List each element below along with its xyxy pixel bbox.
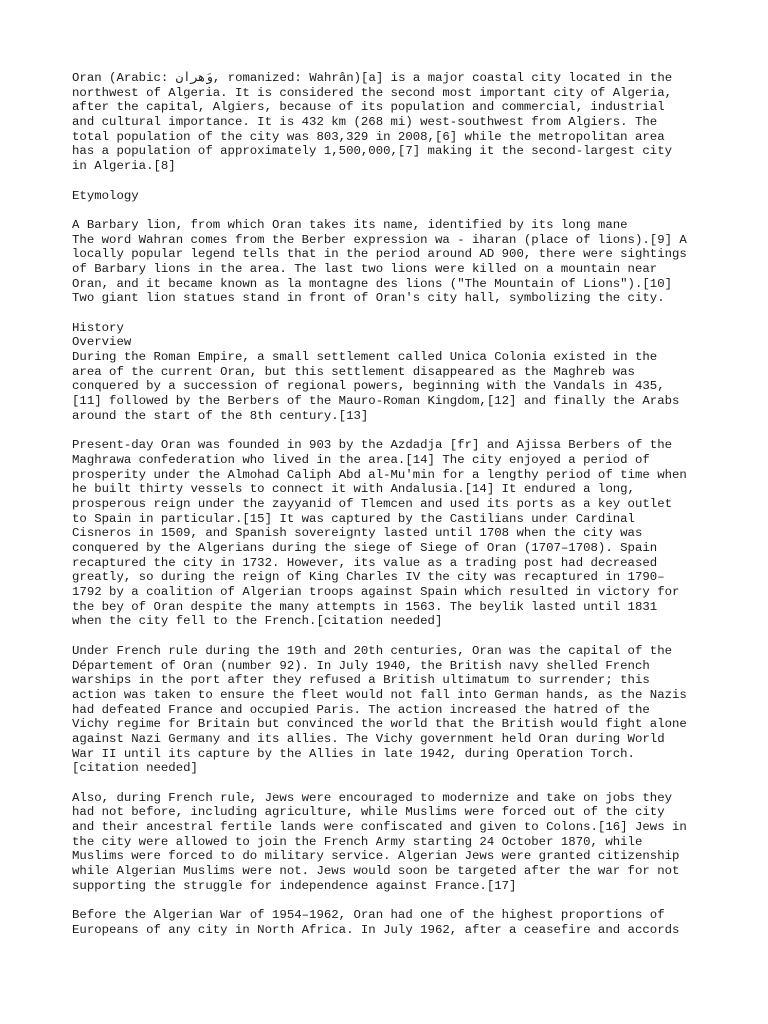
text-line: 1792 by a coalition of Algerian troops against Spain which resulted in victory for [72,585,680,600]
text-line: he built thirty vessels to connect it with Andalusia.[14] It endured a long, [72,482,635,497]
subheading-text: Overview [72,335,132,350]
text-line: Département of Oran (number 92). In July 1940, the British navy shelled French [72,658,650,673]
text-line: conquered by a succession of regional powers, beginning with the Vandals in 435, [72,379,665,394]
text-line: Before the Algerian War of 1954–1962, Oran had one of the highest proportions of [72,908,665,923]
text-line: Europeans of any city in North Africa. In July 1962, after a ceasefire and accords [72,922,680,937]
text-line: when the city fell to the French.[citation needed] [72,614,443,629]
text-line: recaptured the city in 1732. However, its value as a trading post had decreased [72,555,658,570]
text-line: after the capital, Algiers, because of its population and commercial, industrial [72,100,665,115]
text-line: supporting the struggle for independence against France.[17] [72,878,517,893]
text-line: Muslims were forced to do military service. Algerian Jews were granted citizenship [72,849,680,864]
heading-text: History [72,320,124,335]
history-paragraph-roman [72,350,696,423]
text-line: [11] followed by the Berbers of the Mauro-Roman Kingdom,[12] and finally the Arabs [72,394,680,409]
text-line: Vichy regime for Britain but convinced the world that the British would fight alone [72,717,687,732]
history-paragraph-french-rule [72,644,696,776]
text-line: had defeated France and occupied Paris. The action increased the hatred of the [72,702,650,717]
text-line: and cultural importance. It is 432 km (268 mi) west-southwest from Algiers. The [72,115,658,130]
heading-text: Etymology [72,188,139,203]
section-heading-etymology [72,189,696,204]
etymology-paragraph [72,218,696,306]
text-line: of Barbary lions in the area. The last two lions were killed on a mountain near [72,261,658,276]
text-line: the bey of Oran despite the many attempts in 1563. The beylik lasted until 1831 [72,599,658,614]
text-line: War II until its capture by the Allies in late 1942, during Operation Torch. [72,746,635,761]
text-line: Present-day Oran was founded in 903 by the Azdadja [fr] and Ajissa Berbers of the [72,438,673,453]
text-line: the city were allowed to join the French Army starting 24 October 1870, while [72,834,643,849]
history-paragraph-founding [72,438,696,629]
history-paragraph-jews [72,791,696,894]
text-line: warships in the port after they refused a British ultimatum to surrender; this [72,673,650,688]
text-line: action was taken to ensure the fleet would not fall into German hands, as the Nazis [72,687,687,702]
text-line: Oran (Arabic: وَهران, romanized: Wahrân)[a] is a major coastal city located in the [72,71,673,85]
text-line: Also, during French rule, Jews were encouraged to modernize and take on jobs they [72,790,673,805]
text-line: to Spain in particular.[15] It was captured by the Castilians under Cardinal [72,511,635,526]
intro-paragraph [72,71,696,174]
text-line: has a population of approximately 1,500,000,[7] making it the second-largest city [72,144,673,159]
text-line: prosperity under the Almohad Caliph Abd al-Mu'min for a lengthy period of time when [72,467,687,482]
text-line: Oran, and it became known as la montagne des lions ("The Mountain of Lions").[10] [72,276,673,291]
text-line: Two giant lion statues stand in front of Oran's city hall, symbolizing the city. [72,291,665,306]
text-line: and their ancestral fertile lands were confiscated and given to Colons.[16] Jews in [72,820,687,835]
text-line: Cisneros in 1509, and Spanish sovereignty lasted until 1708 when the city was [72,526,643,541]
text-line: greatly, so during the reign of King Charles IV the city was recaptured in 1790– [72,570,665,585]
text-line: During the Roman Empire, a small settlement called Unica Colonia existed in the [72,350,658,365]
text-line: total population of the city was 803,329 in 2008,[6] while the metropolitan area [72,129,665,144]
text-line: Under French rule during the 19th and 20th centuries, Oran was the capital of the [72,643,673,658]
text-line: northwest of Algeria. It is considered the second most important city of Algeria, [72,85,673,100]
text-line: conquered by the Algerians during the siege of Siege of Oran (1707–1708). Spain [72,541,658,555]
text-line: Maghrawa confederation who lived in the area.[14] The city enjoyed a period of [72,452,650,467]
subheading-overview [72,335,696,350]
document-body [72,71,696,952]
history-paragraph-algerian-war [72,908,696,937]
text-line: around the start of the 8th century.[13] [72,408,369,423]
text-line: while Algerian Muslims were not. Jews would soon be targeted after the war for not [72,864,680,879]
text-line: prosperous reign under the zayyanid of Tlemcen and used its ports as a key outlet [72,496,673,511]
text-line: in Algeria.[8] [72,159,176,174]
text-line: locally popular legend tells that in the period around AD 900, there were sightings [72,247,687,262]
text-line: A Barbary lion, from which Oran takes its name, identified by its long mane [72,217,628,232]
text-line: had not before, including agriculture, while Muslims were forced out of the city [72,805,665,820]
text-line: The word Wahran comes from the Berber expression wa - iharan (place of lions).[9] A [72,232,687,247]
section-heading-history [72,321,696,336]
text-line: against Nazi Germany and its allies. The Vichy government held Oran during World [72,731,665,746]
text-line: [citation needed] [72,761,198,776]
text-line: area of the current Oran, but this settlement disappeared as the Maghreb was [72,364,635,379]
